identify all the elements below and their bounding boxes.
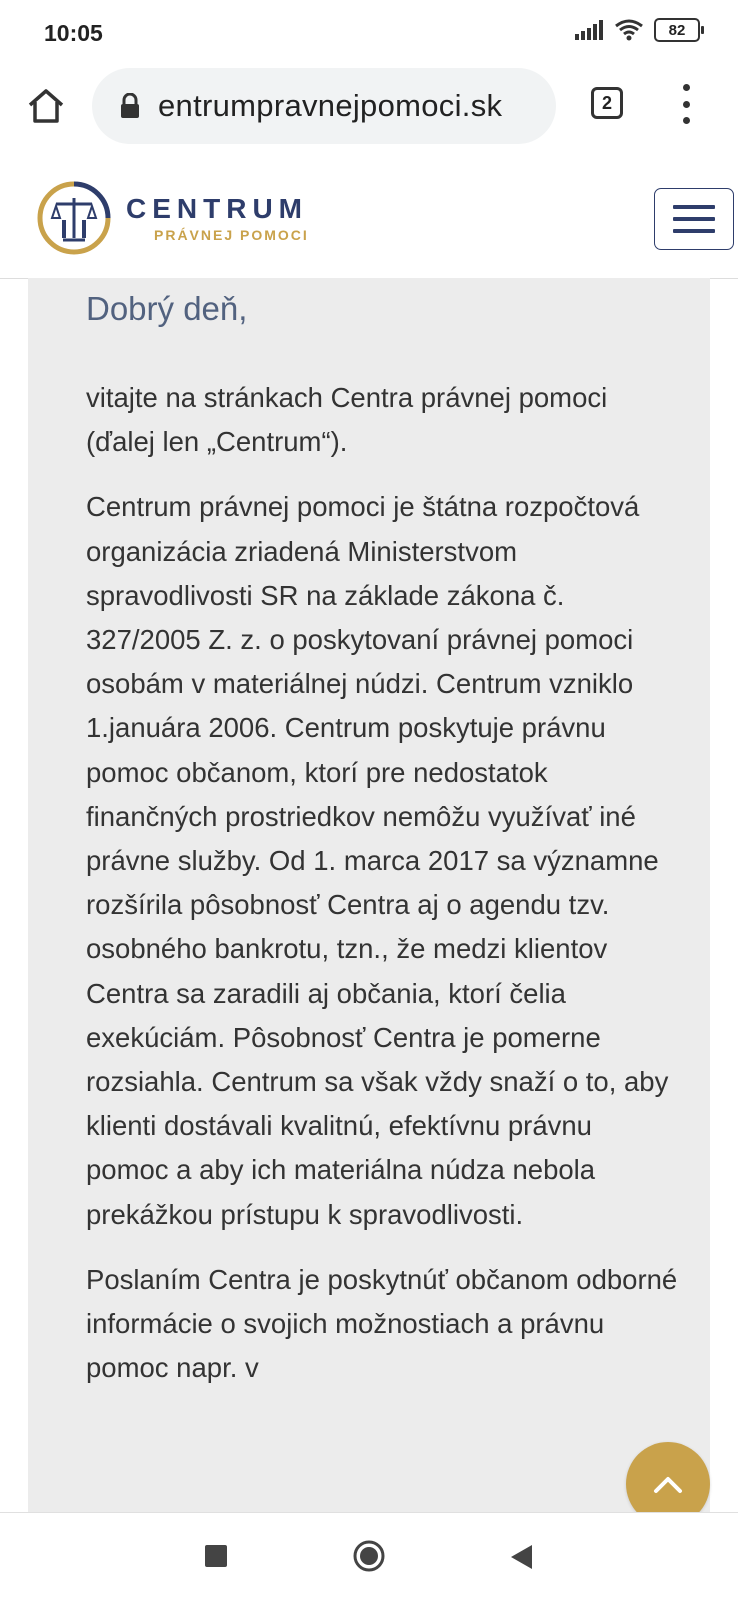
- paragraph: Poslaním Centra je poskytnúť občanom odborné informácie o svojich možnostiach a právnu pomoc napr. v: [86, 1263, 678, 1384]
- home-icon: [26, 87, 66, 125]
- url-text: entrumpravnejpomoci.sk: [158, 88, 503, 123]
- site-logo[interactable]: [36, 180, 309, 256]
- paragraph: Centrum právnej pomoci je štátna rozpočtová organizácia zriadená Ministerstvom spravodlivosti SR na základe zákona č. 327/2005 Z. z. o poskytovaní právnej pomoci osobám v materiálnej núdzi. Centrum vzniklo 1.januára 2006. Centrum poskytuje právnu pomoc občanom, ktorí pre nedostatok finančných prostriedkov nemôžu využívať iné právne služby. Od 1. marca 2017 sa významne rozšírila pôsobnosť Centra aj o agendu tzv. osobného bankrotu, tzn., že medzi klientov Centra sa zaradili aj občania, ktorí čelia exekúciám. Pôsobnosť Centra je pomerne rozsiahla. Centrum sa však vždy snaží o to, aby klienti dostávali kvalitnú, efektívnu právnu pomoc a aby ich materiálna núdza nebola prekážkou prístupu k spravodlivosti.: [86, 491, 669, 1230]
- more-icon[interactable]: [668, 84, 704, 124]
- paragraph: vitajte na stránkach Centra právnej pomoci (ďalej len „Centrum“).: [86, 382, 608, 458]
- status-bar: [0, 0, 738, 66]
- logo-subtitle: PRÁVNEJ POMOCI: [154, 227, 309, 243]
- scales-logo-icon: [36, 180, 112, 256]
- site-header: [0, 158, 738, 279]
- battery-icon: [654, 18, 700, 42]
- browser-toolbar: [0, 66, 738, 159]
- logo-title: CENTRUM: [126, 193, 308, 224]
- tabs-button[interactable]: [591, 87, 623, 119]
- lock-icon: [116, 93, 144, 119]
- wifi-icon: [614, 19, 644, 41]
- tab-count: 2: [601, 92, 612, 113]
- back-icon[interactable]: [508, 1543, 534, 1571]
- status-icons: [574, 18, 700, 42]
- battery-level: 82: [668, 21, 686, 39]
- chevron-up-icon: [653, 1474, 683, 1494]
- greeting-heading: Dobrý deň,: [86, 290, 248, 327]
- browser-home-button[interactable]: [24, 84, 68, 128]
- system-nav-bar: [0, 1512, 738, 1601]
- home-circle-icon[interactable]: [352, 1539, 386, 1573]
- welcome-text: [86, 376, 682, 1411]
- status-time: 10:05: [44, 20, 103, 46]
- menu-toggle-button[interactable]: [654, 188, 734, 250]
- signal-icon: [574, 20, 604, 40]
- welcome-section: [28, 278, 710, 1512]
- recent-apps-icon[interactable]: [205, 1545, 227, 1567]
- hamburger-icon: [673, 205, 715, 209]
- address-bar[interactable]: [92, 68, 556, 144]
